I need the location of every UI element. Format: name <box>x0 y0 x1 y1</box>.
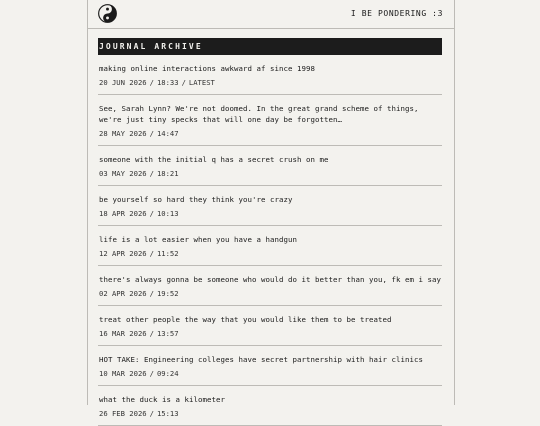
meta-separator: / <box>149 289 154 298</box>
archive-heading: JOURNAL ARCHIVE <box>98 38 442 55</box>
entry-time: 15:13 <box>156 409 179 418</box>
entry-time: 14:47 <box>156 129 179 138</box>
entry-title-link[interactable]: life is a lot easier when you have a handgun <box>99 235 297 244</box>
meta-separator: / <box>149 78 154 87</box>
entry-meta <box>99 288 442 299</box>
journal-entry[interactable] <box>98 146 442 186</box>
entry-title-link[interactable]: HOT TAKE: Engineering colleges have secret partnership with hair clinics <box>99 355 423 364</box>
meta-separator: / <box>181 78 186 87</box>
entry-date: 10 MAR 2026 <box>99 369 147 378</box>
yin-yang-icon[interactable] <box>98 4 117 23</box>
journal-entry[interactable] <box>98 346 442 386</box>
journal-entry[interactable] <box>98 55 442 95</box>
entry-date: 03 MAY 2026 <box>99 169 147 178</box>
page-frame <box>87 0 455 418</box>
site-header <box>88 0 454 29</box>
entry-meta <box>99 208 442 219</box>
entry-date: 12 APR 2026 <box>99 249 147 258</box>
entry-date: 26 FEB 2026 <box>99 409 147 418</box>
meta-separator: / <box>149 249 154 258</box>
meta-separator: / <box>149 369 154 378</box>
entry-time: 11:52 <box>156 249 179 258</box>
entry-meta <box>99 408 442 419</box>
journal-entry[interactable] <box>98 226 442 266</box>
journal-entry-list <box>98 55 442 426</box>
meta-separator: / <box>149 129 154 138</box>
entry-date: 16 MAR 2026 <box>99 329 147 338</box>
journal-entry[interactable] <box>98 95 442 146</box>
entry-meta <box>99 128 442 139</box>
journal-entry[interactable] <box>98 266 442 306</box>
journal-entry[interactable] <box>98 306 442 346</box>
entry-title-link[interactable]: be yourself so hard they think you're crazy <box>99 195 293 204</box>
entry-meta <box>99 248 442 259</box>
journal-entry[interactable] <box>98 186 442 226</box>
meta-separator: / <box>149 209 154 218</box>
entry-time: 19:52 <box>156 289 179 298</box>
entry-date: 02 APR 2026 <box>99 289 147 298</box>
entry-date: 18 APR 2026 <box>99 209 147 218</box>
entry-title-link[interactable]: treat other people the way that you would like them to be treated <box>99 315 392 324</box>
entry-meta <box>99 77 442 88</box>
entry-meta <box>99 368 442 379</box>
meta-separator: / <box>149 169 154 178</box>
meta-separator: / <box>149 329 154 338</box>
entry-time: 13:57 <box>156 329 179 338</box>
journal-entry[interactable] <box>98 386 442 426</box>
site-tagline: I BE PONDERING :3 <box>350 9 443 18</box>
entry-time: 18:33 <box>156 78 179 87</box>
entry-date: 20 JUN 2026 <box>99 78 147 87</box>
entry-title-link[interactable]: making online interactions awkward af since 1998 <box>99 64 315 73</box>
entry-title-link[interactable]: See, Sarah Lynn? We're not doomed. In the great grand scheme of things, we're just tiny specks that will one day be forgotten… <box>99 104 419 124</box>
meta-separator: / <box>149 409 154 418</box>
entry-time: 10:13 <box>156 209 179 218</box>
entry-title-link[interactable]: what the duck is a kilometer <box>99 395 225 404</box>
entry-date: 28 MAY 2026 <box>99 129 147 138</box>
entry-time: 09:24 <box>156 369 179 378</box>
entry-title-link[interactable]: someone with the initial q has a secret crush on me <box>99 155 329 164</box>
entry-title-link[interactable]: there's always gonna be someone who would do it better than you, fk em i say <box>99 275 441 284</box>
entry-meta <box>99 168 442 179</box>
entry-time: 18:21 <box>156 169 179 178</box>
latest-badge: LATEST <box>188 78 215 87</box>
entry-meta <box>99 328 442 339</box>
